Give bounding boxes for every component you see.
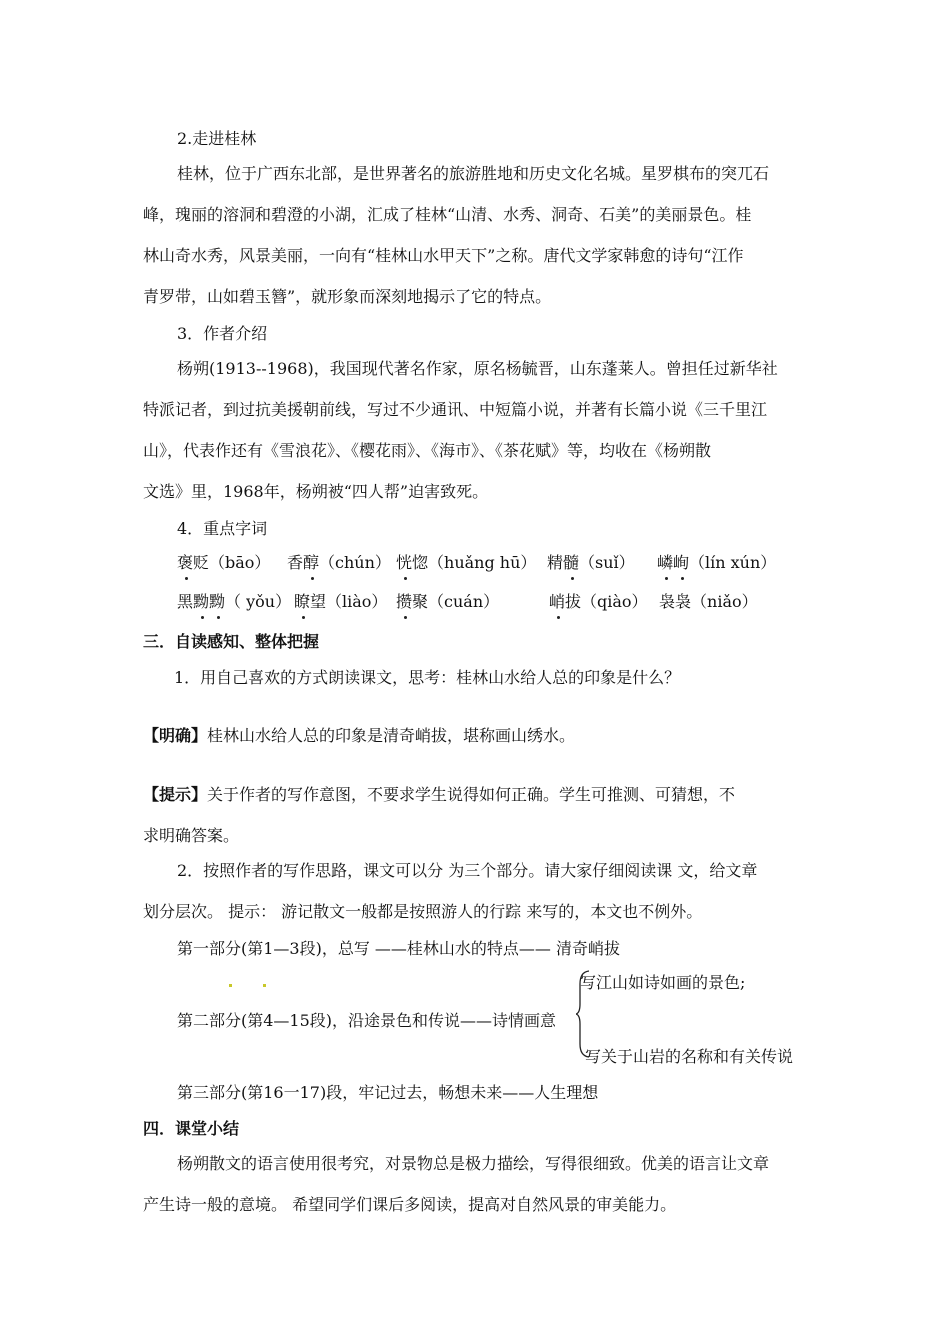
vocab-word: 袅袅 bbox=[659, 592, 692, 611]
vocab-word: 恍惚 bbox=[396, 553, 429, 572]
vocab-word: 嶙峋 bbox=[657, 553, 690, 572]
vocab-word: 瞭望 bbox=[294, 592, 327, 611]
emphasis-dot bbox=[185, 577, 188, 580]
paragraph-line: 峰，瑰丽的溶洞和碧澄的小湖，汇成了桂林“山清、水秀、洞奇、石美”的美丽景色。桂 bbox=[143, 205, 752, 224]
paragraph-line: 杨朔散文的语言使用很考究，对景物总是极力描绘，写得很细致。优美的语言让文章 bbox=[177, 1154, 770, 1173]
emphasis-dot bbox=[302, 616, 305, 619]
hint-tag: 【提示】 bbox=[143, 785, 208, 804]
emphasis-dot bbox=[217, 616, 220, 619]
part-heading-reading: 三．自读感知、整体把握 bbox=[143, 632, 320, 651]
paragraph-line: 产生诗一般的意境。 希望同学们课后多阅读，提高对自然风景的审美能力。 bbox=[143, 1195, 677, 1214]
part-heading-summary: 四．课堂小结 bbox=[143, 1119, 240, 1138]
vocab-item bbox=[177, 552, 270, 574]
paragraph-line: 文选》里，1968年，杨朔被“四人帮”迫害致死。 bbox=[143, 482, 489, 501]
vocab-pinyin: （chún） bbox=[319, 553, 391, 572]
vocab-pinyin: （huǎng hū） bbox=[428, 553, 537, 572]
vocab-pinyin: （ yǒu） bbox=[225, 592, 292, 611]
structure-part-2: 第二部分(第4—15段)，沿途景色和传说——诗情画意 bbox=[177, 1011, 557, 1030]
answer-text: 桂林山水给人总的印象是清奇峭拔，堪称画山绣水。 bbox=[207, 726, 576, 745]
paragraph-line: 林山奇水秀，风景美丽，一向有“桂林山水甲天下”之称。唐代文学家韩愈的诗句“江作 bbox=[143, 246, 744, 265]
paragraph-line: 杨朔(1913--1968)，我国现代著名作家，原名杨毓晋，山东蓬莱人。曾担任过新华社 bbox=[177, 359, 778, 378]
vocab-word: 精髓 bbox=[547, 553, 580, 572]
vocab-word: 攒聚 bbox=[396, 592, 429, 611]
emphasis-dot bbox=[681, 577, 684, 580]
vocab-item bbox=[549, 591, 648, 613]
emphasis-dot bbox=[201, 616, 204, 619]
vocab-word: 香醇 bbox=[287, 553, 320, 572]
vocab-word: 褒贬 bbox=[177, 553, 210, 572]
question-2-cont: 划分层次。 提示： 游记散文一般都是按照游人的行踪 来写的，本文也不例外。 bbox=[143, 902, 703, 921]
emphasis-dot bbox=[557, 616, 560, 619]
hint-text: 关于作者的写作意图，不要求学生说得如何正确。学生可推测、可猜想，不 bbox=[207, 785, 736, 804]
structure-branch-1: 写江山如诗如画的景色; bbox=[580, 973, 746, 992]
emphasis-dot bbox=[665, 577, 668, 580]
vocab-pinyin: （liào） bbox=[326, 592, 388, 611]
emphasis-dot bbox=[311, 577, 314, 580]
vocab-pinyin: （suǐ） bbox=[579, 553, 635, 572]
question-1: 1．用自己喜欢的方式朗读课文，思考：桂林山水给人总的印象是什么？ bbox=[174, 668, 681, 687]
emphasis-dot bbox=[571, 577, 574, 580]
section-heading-author: 3．作者介绍 bbox=[177, 324, 268, 343]
stray-mark bbox=[263, 984, 266, 987]
vocab-pinyin: （cuán） bbox=[428, 592, 500, 611]
paragraph-line: 山》，代表作还有《雪浪花》、《樱花雨》、《海市》、《茶花赋》等，均收在《杨朔散 bbox=[143, 441, 712, 460]
answer-1 bbox=[143, 725, 575, 747]
hint-line bbox=[143, 784, 735, 806]
vocab-item bbox=[659, 591, 758, 613]
emphasis-dot bbox=[404, 616, 407, 619]
vocab-word: 黑黝黝 bbox=[177, 592, 226, 611]
paragraph-line: 桂林，位于广西东北部，是世界著名的旅游胜地和历史文化名城。星罗棋布的突兀石 bbox=[177, 164, 770, 183]
paragraph-line: 特派记者，到过抗美援朝前线，写过不少通讯、中短篇小说，并著有长篇小说《三千里江 bbox=[143, 400, 768, 419]
vocab-word: 峭拔 bbox=[549, 592, 582, 611]
structure-part-3: 第三部分(第16一17)段，牢记过去，畅想未来——人生理想 bbox=[177, 1083, 599, 1102]
vocab-item bbox=[287, 552, 391, 574]
section-heading-guilin: 2.走进桂林 bbox=[177, 129, 257, 148]
vocab-pinyin: （lín xún） bbox=[689, 553, 777, 572]
vocab-pinyin: （qiào） bbox=[581, 592, 648, 611]
vocab-pinyin: （bāo） bbox=[209, 553, 271, 572]
brace-icon bbox=[576, 970, 590, 1058]
emphasis-dot bbox=[404, 577, 407, 580]
vocab-item bbox=[396, 591, 499, 613]
vocab-item bbox=[177, 591, 291, 613]
hint-line: 求明确答案。 bbox=[143, 826, 240, 845]
structure-part-1: 第一部分(第1—3段)，总写 ——桂林山水的特点—— 清奇峭拔 bbox=[177, 939, 621, 958]
vocab-item bbox=[294, 591, 387, 613]
vocab-item bbox=[396, 552, 536, 574]
paragraph-line: 青罗带，山如碧玉簪”，就形象而深刻地揭示了它的特点。 bbox=[143, 287, 552, 306]
stray-mark bbox=[229, 984, 232, 987]
vocab-item bbox=[657, 552, 776, 574]
vocab-item bbox=[547, 552, 635, 574]
structure-branch-2: 写关于山岩的名称和有关传说 bbox=[585, 1047, 794, 1066]
answer-tag: 【明确】 bbox=[143, 726, 208, 745]
vocab-pinyin: （niǎo） bbox=[691, 592, 758, 611]
section-heading-vocab: 4．重点字词 bbox=[177, 519, 268, 538]
question-2: 2．按照作者的写作思路，课文可以分 为三个部分。请大家仔细阅读课 文，给文章 bbox=[177, 861, 758, 880]
